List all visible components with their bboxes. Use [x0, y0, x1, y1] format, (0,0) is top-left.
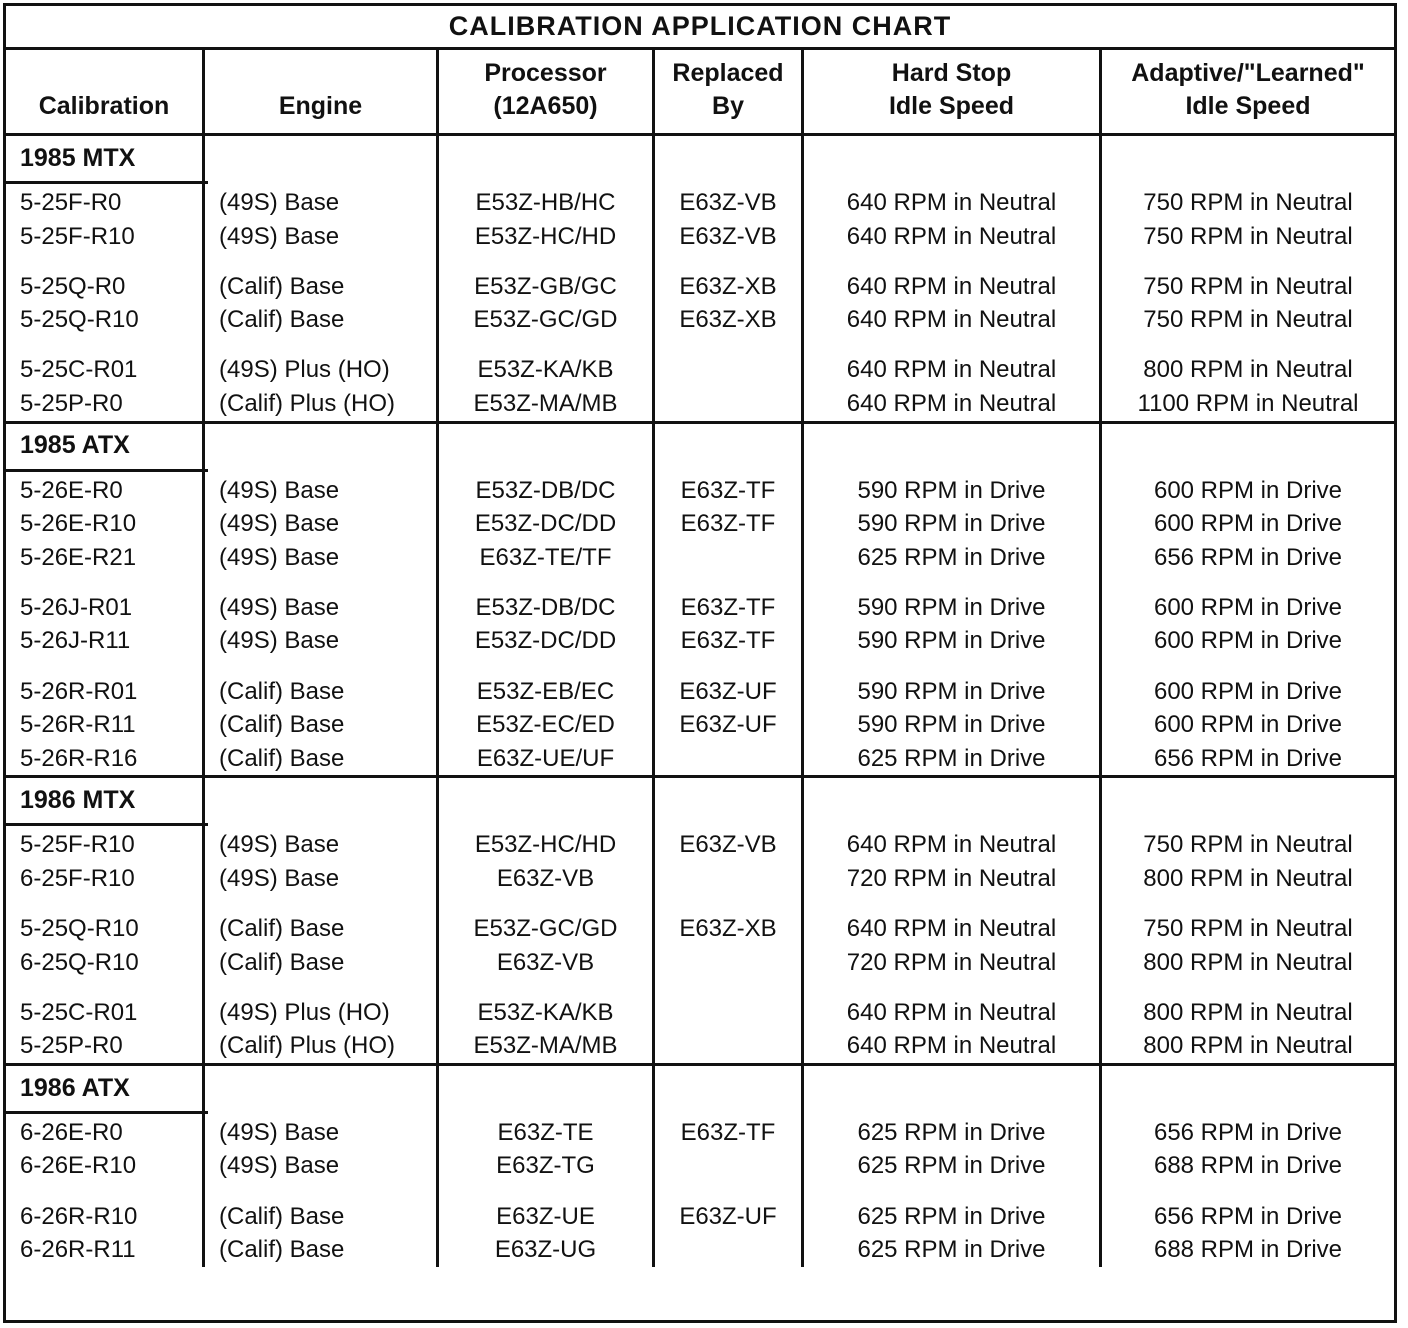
cell-calibration: 5-26R-R01	[20, 677, 138, 705]
group-spacer	[655, 979, 801, 996]
group-spacer	[439, 1183, 652, 1200]
cell-hard-stop-idle: 625 RPM in Drive	[857, 1152, 1046, 1180]
cell-processor: E53Z-EB/EC	[476, 677, 615, 705]
cell-replaced-by: E63Z-TF	[680, 1118, 776, 1146]
column-calibration	[6, 1066, 205, 1267]
cell-replaced-by: E63Z-VB	[679, 189, 777, 216]
section-1985-atx	[6, 424, 1394, 779]
column-adaptive-idle	[1102, 424, 1394, 776]
column-adaptive-idle	[1102, 1066, 1394, 1267]
cell-engine: (Calif) Base	[219, 711, 345, 739]
cell-adaptive-idle: 800 RPM in Neutral	[1143, 948, 1353, 976]
group-spacer	[205, 574, 436, 591]
cell-adaptive-idle: 800 RPM in Neutral	[1143, 864, 1353, 892]
cell-hard-stop-idle: 590 RPM in Drive	[857, 677, 1046, 705]
cell-processor: E63Z-UG	[494, 1236, 597, 1264]
cell-calibration: 6-26R-R11	[20, 1236, 136, 1264]
header-adaptive	[1102, 50, 1394, 133]
group-spacer	[804, 896, 1099, 913]
cell-processor: E53Z-GC/GD	[473, 915, 618, 942]
cell-engine: (Calif) Plus (HO)	[219, 1032, 396, 1060]
header-row	[6, 50, 1394, 136]
cell-replaced-by: E63Z-VB	[679, 222, 777, 250]
column-replaced-by	[655, 136, 804, 421]
cell-adaptive-idle: 600 RPM in Drive	[1153, 711, 1343, 739]
cell-replaced-by: E63Z-XB	[679, 306, 777, 334]
group-spacer	[1102, 979, 1394, 996]
cell-adaptive-idle: 800 RPM in Neutral	[1143, 356, 1353, 384]
cell-hard-stop-idle: 625 RPM in Drive	[857, 1118, 1046, 1146]
cell-engine: (Calif) Base	[219, 744, 345, 772]
section-1985-mtx	[6, 136, 1394, 424]
cell-hard-stop-idle: 625 RPM in Drive	[857, 543, 1046, 571]
group-spacer	[1102, 896, 1394, 913]
header-hard-stop-line-2: Idle Speed	[888, 92, 1015, 120]
column-hard-stop-idle	[804, 424, 1102, 776]
cell-hard-stop-idle: 640 RPM in Neutral	[846, 1032, 1057, 1060]
group-spacer	[205, 658, 436, 675]
cell-adaptive-idle: 688 RPM in Drive	[1153, 1152, 1343, 1180]
column-processor	[439, 136, 655, 421]
cell-replaced-by	[655, 742, 801, 776]
cell-hard-stop-idle: 590 RPM in Drive	[857, 476, 1046, 504]
cell-hard-stop-idle: 590 RPM in Drive	[857, 627, 1046, 655]
cell-engine: (Calif) Base	[219, 915, 345, 942]
column-adaptive-idle	[1102, 778, 1394, 1063]
cell-engine: (Calif) Plus (HO)	[219, 389, 396, 417]
group-spacer	[205, 253, 436, 270]
group-spacer	[655, 658, 801, 675]
group-spacer	[205, 337, 436, 354]
cell-hard-stop-idle: 640 RPM in Neutral	[846, 915, 1057, 942]
column-calibration	[6, 136, 205, 421]
cell-processor: E53Z-DC/DD	[474, 627, 617, 655]
cell-calibration: 5-25Q-R10	[20, 915, 139, 942]
cell-adaptive-idle: 800 RPM in Neutral	[1143, 1032, 1353, 1060]
cell-processor: E63Z-VB	[496, 864, 595, 892]
cell-processor: E53Z-MA/MB	[473, 1032, 618, 1060]
cell-hard-stop-idle: 640 RPM in Neutral	[846, 998, 1057, 1026]
cell-replaced-by: E63Z-VB	[679, 831, 777, 859]
header-processor-line-2: (12A650)	[493, 92, 598, 120]
cell-processor: E53Z-HB/HC	[475, 189, 616, 216]
column-replaced-by	[655, 1066, 804, 1267]
header-hard-stop	[804, 50, 1102, 133]
cell-engine: (Calif) Base	[219, 1202, 345, 1230]
group-spacer	[205, 896, 436, 913]
cell-replaced-by	[655, 1029, 801, 1063]
cell-adaptive-idle: 750 RPM in Neutral	[1143, 831, 1353, 859]
cell-engine: (Calif) Base	[219, 306, 345, 334]
cell-calibration: 5-25Q-R10	[20, 306, 139, 334]
section-1986-atx	[6, 1066, 1394, 1267]
cell-replaced-by	[655, 946, 801, 980]
group-spacer	[804, 1183, 1099, 1200]
cell-processor: E63Z-TE/TF	[479, 543, 612, 571]
cell-engine: (Calif) Base	[219, 948, 345, 976]
cell-replaced-by: E63Z-UF	[679, 677, 777, 705]
cell-replaced-by	[655, 996, 801, 1030]
cell-adaptive-idle: 656 RPM in Drive	[1153, 543, 1343, 571]
column-replaced-by	[655, 778, 804, 1063]
cell-engine: (49S) Plus (HO)	[219, 998, 390, 1026]
cell-adaptive-idle: 1100 RPM in Neutral	[1137, 389, 1359, 417]
cell-calibration: 6-26R-R10	[20, 1202, 138, 1230]
cell-adaptive-idle: 750 RPM in Neutral	[1143, 272, 1353, 300]
table-body	[6, 136, 1394, 1267]
cell-adaptive-idle: 656 RPM in Drive	[1153, 1202, 1343, 1230]
cell-engine: (Calif) Base	[219, 272, 345, 300]
group-spacer	[804, 574, 1099, 591]
column-adaptive-idle	[1102, 136, 1394, 421]
cell-processor: E63Z-TG	[496, 1152, 595, 1180]
column-engine	[205, 424, 439, 776]
header-calibration-line: Calibration	[38, 92, 170, 120]
group-spacer	[1102, 337, 1394, 354]
group-spacer	[804, 337, 1099, 354]
group-spacer	[804, 253, 1099, 270]
cell-adaptive-idle: 750 RPM in Neutral	[1143, 222, 1353, 250]
cell-adaptive-idle: 688 RPM in Drive	[1153, 1236, 1343, 1264]
column-engine	[205, 1066, 439, 1267]
cell-calibration: 5-25Q-R0	[20, 272, 126, 300]
cell-hard-stop-idle: 640 RPM in Neutral	[846, 306, 1057, 334]
column-calibration	[6, 778, 205, 1063]
group-spacer	[655, 337, 801, 354]
cell-calibration: 5-25P-R0	[20, 1032, 123, 1060]
group-spacer	[655, 253, 801, 270]
cell-processor: E53Z-MA/MB	[473, 389, 618, 417]
cell-hard-stop-idle: 625 RPM in Drive	[857, 1202, 1046, 1230]
cell-processor: E63Z-UE	[496, 1202, 595, 1230]
cell-processor: E53Z-GC/GD	[473, 306, 618, 334]
cell-engine: (49S) Base	[219, 1118, 340, 1146]
header-engine-line: Engine	[278, 92, 363, 120]
group-spacer	[655, 896, 801, 913]
cell-adaptive-idle: 600 RPM in Drive	[1153, 593, 1343, 621]
cell-hard-stop-idle: 640 RPM in Neutral	[846, 189, 1057, 216]
cell-processor: E53Z-KA/KB	[477, 356, 614, 384]
section-title: 1985 MTX	[6, 136, 208, 184]
cell-calibration: 5-26R-R11	[20, 711, 136, 739]
cell-replaced-by	[655, 353, 801, 387]
cell-calibration: 6-26E-R10	[20, 1152, 137, 1180]
cell-processor: E53Z-DB/DC	[475, 593, 616, 621]
section-title: 1986 MTX	[6, 778, 208, 826]
column-engine	[205, 136, 439, 421]
cell-replaced-by	[655, 1149, 801, 1183]
cell-replaced-by	[655, 1233, 801, 1267]
cell-replaced-by: E63Z-XB	[679, 272, 777, 300]
cell-hard-stop-idle: 720 RPM in Neutral	[846, 948, 1057, 976]
cell-calibration: 5-26E-R0	[20, 476, 123, 504]
header-processor-line-1: Processor	[484, 59, 607, 87]
cell-processor: E53Z-HC/HD	[474, 831, 617, 859]
section-1986-mtx	[6, 778, 1394, 1066]
cell-calibration: 5-26R-R16	[20, 744, 138, 772]
cell-adaptive-idle: 600 RPM in Drive	[1153, 510, 1343, 538]
cell-engine: (49S) Base	[219, 476, 340, 504]
cell-adaptive-idle: 600 RPM in Drive	[1153, 677, 1343, 705]
cell-engine: (49S) Base	[219, 627, 340, 655]
group-spacer	[1102, 658, 1394, 675]
group-spacer	[6, 896, 202, 913]
cell-replaced-by	[655, 541, 801, 575]
cell-hard-stop-idle: 640 RPM in Neutral	[846, 272, 1057, 300]
cell-adaptive-idle: 600 RPM in Drive	[1153, 476, 1343, 504]
header-replaced-by-line-2: By	[712, 92, 744, 120]
cell-engine: (49S) Base	[219, 510, 340, 538]
cell-processor: E63Z-UE/UF	[476, 744, 615, 772]
group-spacer	[6, 337, 202, 354]
header-replaced-by-line-1: Replaced	[672, 59, 784, 87]
column-calibration	[6, 424, 205, 776]
group-spacer	[6, 253, 202, 270]
header-calibration	[6, 50, 205, 133]
cell-replaced-by: E63Z-TF	[680, 476, 776, 504]
column-processor	[439, 778, 655, 1063]
group-spacer	[439, 337, 652, 354]
cell-calibration: 5-25P-R0	[20, 389, 123, 417]
cell-engine: (49S) Base	[219, 864, 340, 892]
cell-calibration: 5-26E-R21	[20, 543, 137, 571]
cell-engine: (49S) Base	[219, 189, 340, 216]
cell-processor: E53Z-DB/DC	[475, 476, 616, 504]
column-processor	[439, 424, 655, 776]
cell-hard-stop-idle: 720 RPM in Neutral	[846, 864, 1057, 892]
header-processor	[439, 50, 655, 133]
calibration-rows	[6, 1114, 202, 1267]
cell-engine: (49S) Base	[219, 593, 340, 621]
cell-engine: (49S) Base	[219, 1152, 340, 1180]
cell-engine: (Calif) Base	[219, 1236, 345, 1264]
group-spacer	[439, 253, 652, 270]
cell-calibration: 5-26E-R10	[20, 510, 137, 538]
cell-adaptive-idle: 750 RPM in Neutral	[1143, 189, 1353, 216]
group-spacer	[6, 979, 202, 996]
column-hard-stop-idle	[804, 136, 1102, 421]
cell-adaptive-idle: 656 RPM in Drive	[1153, 1118, 1343, 1146]
cell-replaced-by: E63Z-TF	[680, 627, 776, 655]
cell-engine: (49S) Base	[219, 543, 340, 571]
cell-processor: E53Z-EC/ED	[476, 711, 615, 739]
cell-replaced-by: E63Z-UF	[679, 1202, 777, 1230]
cell-hard-stop-idle: 640 RPM in Neutral	[846, 389, 1057, 417]
group-spacer	[205, 979, 436, 996]
cell-hard-stop-idle: 625 RPM in Drive	[857, 1236, 1046, 1264]
cell-calibration: 5-25F-R10	[20, 831, 135, 859]
group-spacer	[655, 1183, 801, 1200]
cell-engine: (49S) Plus (HO)	[219, 356, 390, 384]
group-spacer	[439, 574, 652, 591]
calibration-rows	[6, 826, 202, 1063]
cell-replaced-by: E63Z-TF	[680, 510, 776, 538]
cell-replaced-by: E63Z-UF	[679, 711, 777, 739]
cell-calibration: 6-26E-R0	[20, 1118, 123, 1146]
calibration-application-chart	[3, 3, 1397, 1323]
cell-calibration: 6-25F-R10	[20, 864, 135, 892]
cell-hard-stop-idle: 590 RPM in Drive	[857, 510, 1046, 538]
cell-processor: E53Z-HC/HD	[474, 222, 617, 250]
group-spacer	[439, 979, 652, 996]
cell-adaptive-idle: 656 RPM in Drive	[1153, 744, 1343, 772]
calibration-rows	[6, 184, 202, 421]
column-processor	[439, 1066, 655, 1267]
cell-hard-stop-idle: 640 RPM in Neutral	[846, 222, 1057, 250]
cell-engine: (Calif) Base	[219, 677, 345, 705]
column-replaced-by	[655, 424, 804, 776]
cell-hard-stop-idle: 640 RPM in Neutral	[846, 831, 1057, 859]
group-spacer	[6, 1183, 202, 1200]
group-spacer	[6, 574, 202, 591]
section-title: 1985 ATX	[6, 424, 208, 472]
cell-processor: E53Z-DC/DD	[474, 510, 617, 538]
cell-calibration: 6-25Q-R10	[20, 948, 139, 976]
column-hard-stop-idle	[804, 1066, 1102, 1267]
group-spacer	[205, 1183, 436, 1200]
cell-hard-stop-idle: 590 RPM in Drive	[857, 711, 1046, 739]
cell-hard-stop-idle: 640 RPM in Neutral	[846, 356, 1057, 384]
cell-adaptive-idle: 750 RPM in Neutral	[1143, 915, 1353, 942]
cell-replaced-by: E63Z-TF	[680, 593, 776, 621]
section-title: 1986 ATX	[6, 1066, 208, 1114]
cell-replaced-by: E63Z-XB	[679, 915, 777, 942]
cell-calibration: 5-26J-R11	[20, 627, 131, 655]
header-adaptive-line-1: Adaptive/"Learned"	[1131, 59, 1365, 87]
cell-calibration: 5-25F-R10	[20, 222, 135, 250]
cell-hard-stop-idle: 625 RPM in Drive	[857, 744, 1046, 772]
cell-calibration: 5-25C-R01	[20, 998, 138, 1026]
cell-engine: (49S) Base	[219, 831, 340, 859]
cell-processor: E53Z-GB/GC	[474, 272, 617, 300]
group-spacer	[1102, 574, 1394, 591]
group-spacer	[804, 979, 1099, 996]
group-spacer	[439, 658, 652, 675]
group-spacer	[804, 658, 1099, 675]
cell-calibration: 5-25F-R0	[20, 189, 122, 216]
cell-processor: E63Z-TE	[497, 1118, 594, 1146]
cell-replaced-by	[655, 862, 801, 896]
header-engine	[205, 50, 439, 133]
chart-title: CALIBRATION APPLICATION CHART	[6, 6, 1394, 50]
cell-processor: E53Z-KA/KB	[477, 998, 614, 1026]
group-spacer	[1102, 1183, 1394, 1200]
cell-processor: E63Z-VB	[496, 948, 595, 976]
cell-calibration: 5-26J-R01	[20, 593, 133, 621]
calibration-rows	[6, 472, 202, 776]
group-spacer	[439, 896, 652, 913]
column-hard-stop-idle	[804, 778, 1102, 1063]
cell-adaptive-idle: 750 RPM in Neutral	[1143, 306, 1353, 334]
header-adaptive-line-2: Idle Speed	[1185, 92, 1311, 120]
column-engine	[205, 778, 439, 1063]
cell-engine: (49S) Base	[219, 222, 340, 250]
group-spacer	[655, 574, 801, 591]
header-hard-stop-line-1: Hard Stop	[891, 59, 1012, 87]
group-spacer	[1102, 253, 1394, 270]
cell-adaptive-idle: 600 RPM in Drive	[1153, 627, 1343, 655]
cell-calibration: 5-25C-R01	[20, 356, 138, 384]
header-replaced-by	[655, 50, 804, 133]
cell-adaptive-idle: 800 RPM in Neutral	[1143, 998, 1353, 1026]
cell-hard-stop-idle: 590 RPM in Drive	[857, 593, 1046, 621]
group-spacer	[6, 658, 202, 675]
cell-replaced-by	[655, 387, 801, 421]
